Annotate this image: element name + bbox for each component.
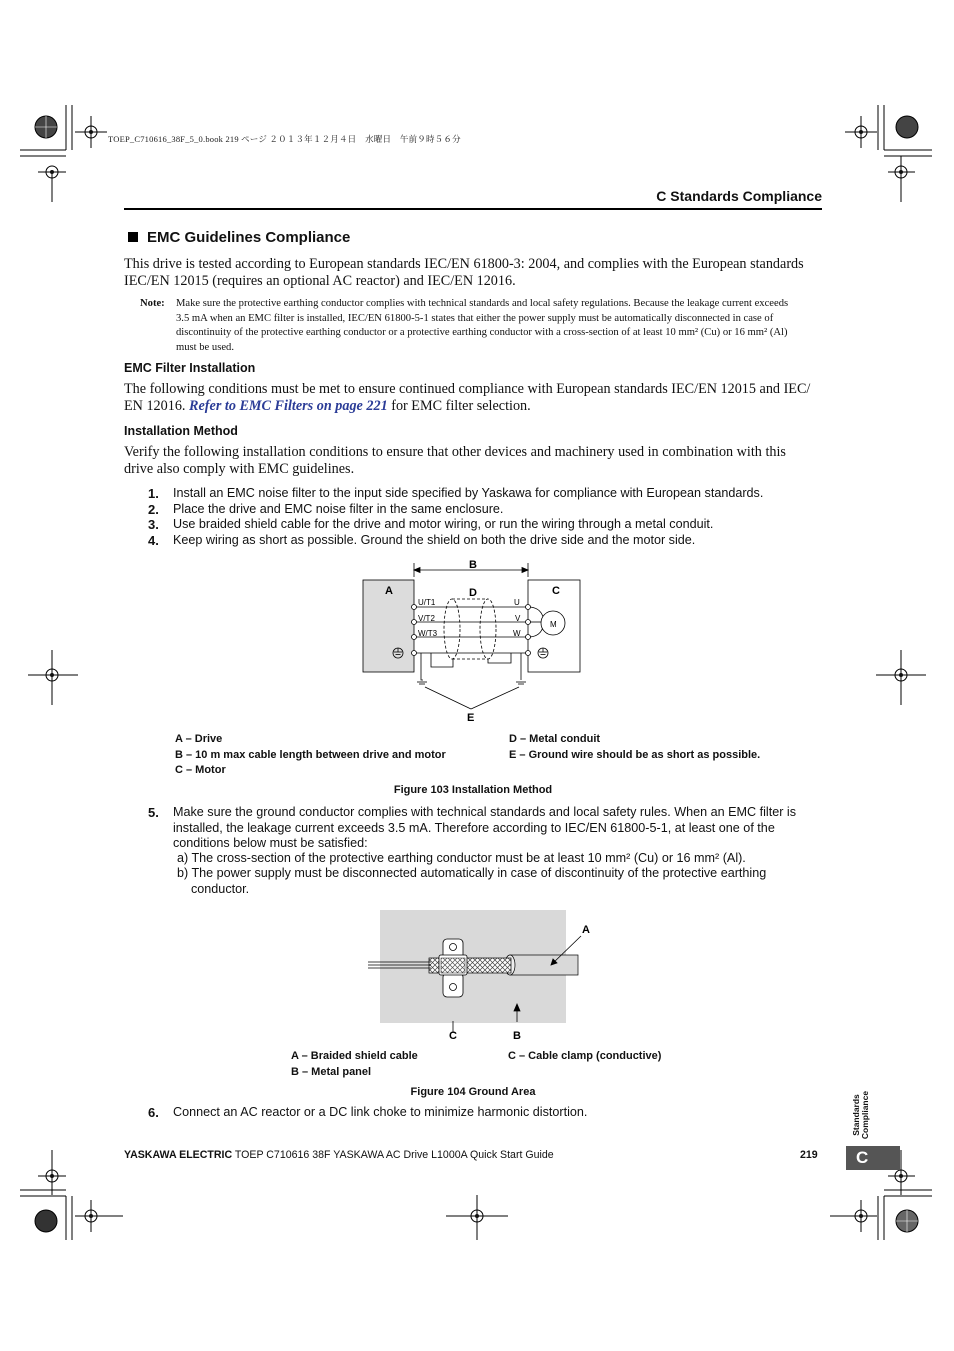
square-bullet-icon bbox=[128, 232, 138, 242]
fig104-legend-left bbox=[291, 1048, 418, 1080]
fig103-caption: Figure 103 Installation Method bbox=[393, 784, 553, 796]
terminal-label: V/T2 bbox=[418, 614, 435, 623]
ground-area-diagram bbox=[365, 905, 605, 1045]
legend-item: D – Metal conduit bbox=[509, 733, 601, 745]
terminal-label: U/T1 bbox=[418, 598, 436, 607]
step-number: 6. bbox=[148, 1105, 159, 1120]
step-text: Install an EMC noise filter to the input side specified by Yaskawa for compliance with European standards. bbox=[173, 486, 764, 500]
footer-brand: YASKAWA ELECTRIC bbox=[124, 1149, 233, 1161]
list-item bbox=[148, 1105, 824, 1121]
step-number: 3. bbox=[148, 517, 159, 532]
fig104-legend-right bbox=[508, 1048, 661, 1064]
intro-paragraph: This drive is tested according to European standards IEC/EN 61800-3: 2004, and complies with the European standards IEC/EN 12015 (requires an optional AC reactor) and IEC/EN 12016. bbox=[124, 256, 804, 289]
label-b: B bbox=[469, 559, 477, 571]
fig104-caption: Figure 104 Ground Area bbox=[410, 1086, 536, 1098]
condition-a: a) The cross-section of the protective earthing conductor must be at least 10 mm² (Cu) or 16 mm² (Al). bbox=[177, 851, 746, 865]
installation-method-diagram bbox=[355, 555, 595, 725]
crop-header-text: TOEP_C710616_38F_5_0.book 219 ページ ２０１３年１２月４日 水曜日 午前９時５６分 bbox=[108, 134, 461, 144]
list-item bbox=[148, 502, 828, 518]
method-heading: Installation Method bbox=[124, 424, 238, 438]
side-tab-line: Standards bbox=[851, 1094, 861, 1136]
label-a: A bbox=[582, 924, 590, 936]
section-title-text: EMC Guidelines Compliance bbox=[147, 229, 351, 246]
label-c: C bbox=[449, 1030, 457, 1042]
note-text: Make sure the protective earthing conductor complies with technical standards and local safety regulations. Because the leakage current exceeds 3.5 mA when an EMC filter is installed, IEC/EN 61800-5-1 states that either the power supply must be automatically disconnected in case of discontinuity of the protective earthing conductor or a protective earthing conductor with a cross-section of at least 10 mm² (Cu) or 16 mm² (Al) must be used. bbox=[176, 298, 789, 353]
step-text: Use braided shield cable for the drive and motor wiring, or run the wiring through a metal conduit. bbox=[173, 517, 714, 531]
section-title bbox=[128, 229, 350, 246]
label-c: C bbox=[552, 585, 560, 597]
label-e: E bbox=[467, 712, 475, 724]
legend-item: B – 10 m max cable length between drive and motor bbox=[175, 748, 446, 761]
footer-doc-title: TOEP C710616 38F YASKAWA AC Drive L1000A Quick Start Guide bbox=[234, 1149, 554, 1161]
condition-b: b) The power supply must be disconnected automatically in case of discontinuity of the protective earthing conductor. bbox=[177, 866, 767, 896]
side-tab-line: Compliance bbox=[860, 1090, 870, 1140]
list-item bbox=[148, 517, 828, 533]
filter-paragraph bbox=[124, 381, 824, 415]
step-text: Place the drive and EMC noise filter in the same enclosure. bbox=[173, 501, 504, 516]
terminal-label: V bbox=[515, 614, 521, 623]
method-paragraph: Verify the following installation conditions to ensure that other devices and machinery used in combination with this drive also comply with EMC guidelines. bbox=[124, 444, 786, 477]
list-item bbox=[148, 533, 828, 549]
filter-paragraph-text: The following conditions must be met to ensure continued compliance with European standards IEC/EN 12015 and IEC/ EN 12016. bbox=[124, 381, 811, 414]
legend-item: B – Metal panel bbox=[291, 1066, 372, 1078]
step-text: Keep wiring as short as possible. Ground the shield on both the drive side and the motor side. bbox=[173, 532, 696, 547]
step-number: 2. bbox=[148, 501, 159, 517]
page-number: 219 bbox=[800, 1149, 818, 1161]
note-label: Note: bbox=[140, 298, 165, 309]
terminal-label: W bbox=[513, 629, 521, 638]
steps-list bbox=[148, 486, 828, 548]
legend-item: E – Ground wire should be as short as possible. bbox=[509, 748, 761, 761]
legend-item: A – Drive bbox=[175, 733, 223, 745]
legend-item: C – Cable clamp (conductive) bbox=[508, 1050, 662, 1062]
list-item bbox=[148, 805, 824, 852]
list-item bbox=[148, 486, 828, 502]
step-text: Connect an AC reactor or a DC link choke to minimize harmonic distortion. bbox=[173, 1105, 588, 1119]
footer bbox=[124, 1149, 554, 1161]
label-d: D bbox=[469, 587, 477, 599]
chapter-tab: C bbox=[846, 1146, 900, 1170]
fig103-legend-right bbox=[509, 732, 760, 763]
terminal-label: W/T3 bbox=[418, 629, 438, 638]
step-number: 1. bbox=[148, 486, 159, 501]
filter-paragraph-end: for EMC filter selection. bbox=[391, 398, 531, 414]
label-a: A bbox=[385, 585, 393, 597]
header-rule bbox=[124, 208, 822, 210]
label-m: M bbox=[550, 620, 557, 629]
fig103-legend-left bbox=[175, 732, 446, 779]
legend-item: C – Motor bbox=[175, 764, 226, 776]
running-header: C Standards Compliance bbox=[656, 188, 822, 204]
emc-filters-link[interactable]: Refer to EMC Filters on page 221 bbox=[189, 398, 388, 414]
step-number: 5. bbox=[148, 805, 159, 820]
step-number: 4. bbox=[148, 532, 159, 548]
step-text: Make sure the ground conductor complies with technical standards and local safety rules. When an EMC filter is installed, the leakage current exceeds 3.5 mA. Therefore according to IEC/EN 61800-5-1, at least one of the conditions below must be satisfied: bbox=[173, 805, 796, 850]
filter-heading: EMC Filter Installation bbox=[124, 361, 256, 375]
legend-item: A – Braided shield cable bbox=[291, 1050, 418, 1062]
terminal-label: U bbox=[514, 598, 520, 607]
side-tab-label bbox=[846, 1084, 876, 1144]
label-b: B bbox=[513, 1030, 521, 1042]
